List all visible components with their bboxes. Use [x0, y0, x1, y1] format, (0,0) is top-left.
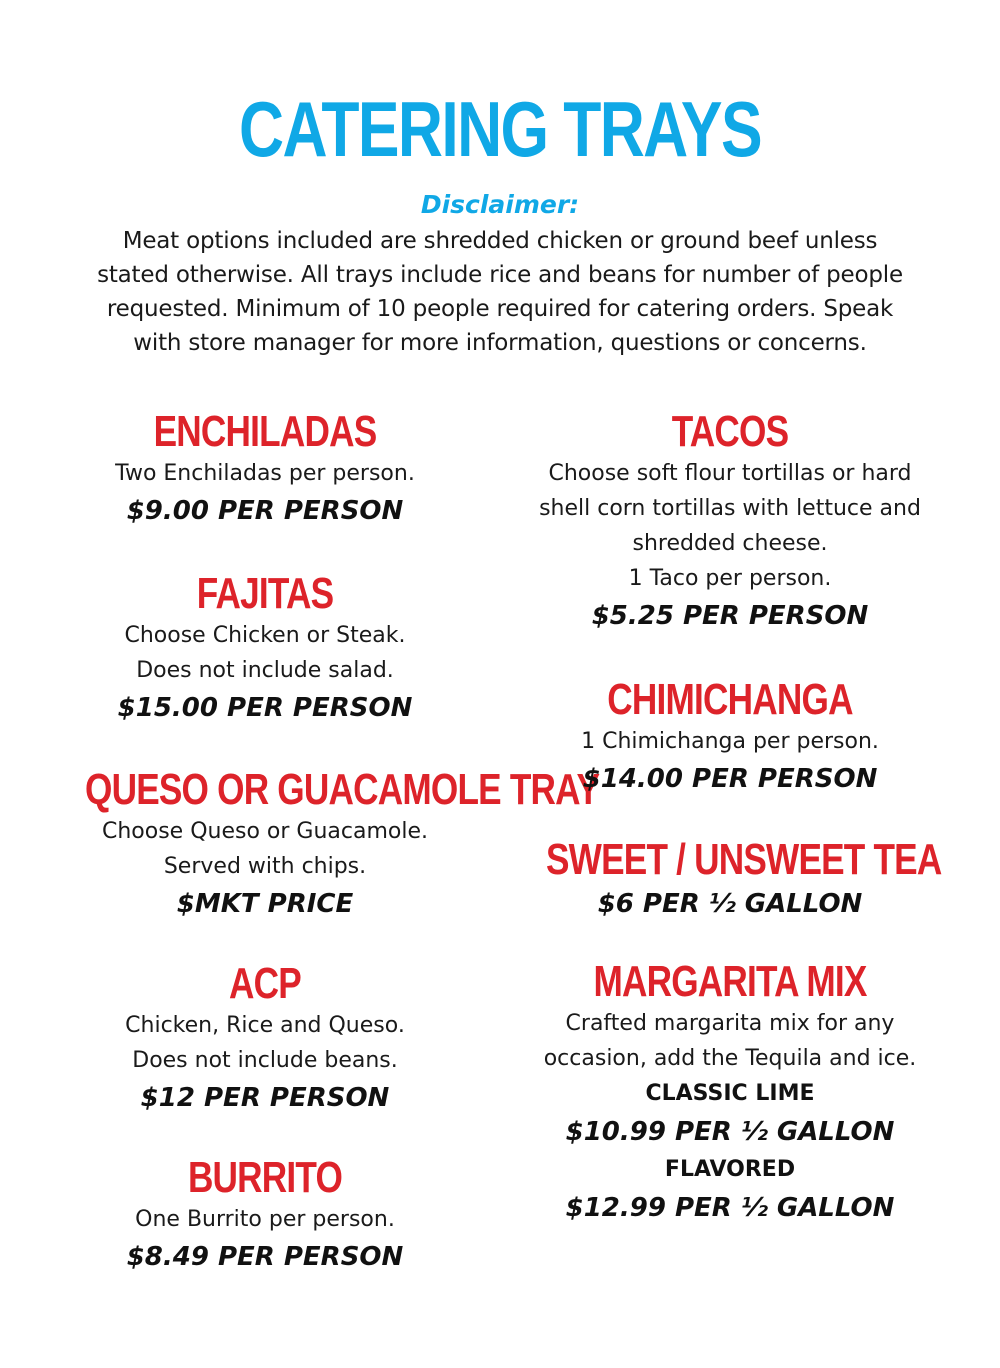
menu-item-queso-guacamole: [40, 765, 600, 924]
item-description-line: Served with chips.: [163, 854, 367, 879]
variant-label-classic-lime: CLASSIC LIME: [645, 1081, 815, 1106]
item-description-line: Does not include salad.: [136, 658, 394, 683]
item-description-line: Chicken, Rice and Queso.: [125, 1013, 405, 1038]
disclaimer-text: [40, 224, 960, 360]
item-description-line: Choose soft flour tortillas or hard: [548, 461, 912, 486]
variant-label-flavored: FLAVORED: [664, 1157, 796, 1182]
item-description: [40, 1202, 490, 1237]
menu-item-enchiladas: [40, 408, 490, 531]
menu-item-tea: [500, 836, 960, 924]
item-price: $MKT PRICE: [176, 889, 354, 919]
item-description-line: Choose Queso or Guacamole.: [101, 819, 428, 844]
item-price: $14.00 PER PERSON: [582, 764, 878, 794]
item-description-line: Does not include beans.: [132, 1048, 398, 1073]
item-title: QUESO OR GUACAMOLE TRAY: [85, 765, 600, 814]
disclaimer-line: with store manager for more information, questions or concerns.: [133, 330, 867, 356]
disclaimer-label: Disclaimer:: [420, 190, 580, 219]
item-title: SWEET / UNSWEET TEA: [546, 835, 942, 884]
item-price: $8.49 PER PERSON: [126, 1242, 404, 1272]
item-description-line: 1 Chimichanga per person.: [581, 729, 879, 754]
item-description: [500, 1006, 960, 1076]
item-title: FAJITAS: [196, 569, 334, 618]
item-description-line: Crafted margarita mix for any: [565, 1011, 895, 1036]
item-description: [40, 618, 490, 688]
menu-item-acp: [40, 960, 490, 1118]
item-price-flavored: $12.99 PER ½ GALLON: [565, 1193, 895, 1223]
item-title: TACOS: [671, 407, 789, 456]
item-title: CHIMICHANGA: [607, 675, 853, 724]
page-title: CATERING TRAYS: [239, 85, 761, 173]
item-price: $12 PER PERSON: [140, 1083, 390, 1113]
disclaimer-line: requested. Minimum of 10 people required for catering orders. Speak: [106, 296, 894, 322]
disclaimer-line: stated otherwise. All trays include rice and beans for number of people: [97, 262, 903, 288]
item-description: [40, 814, 490, 884]
menu-item-tacos: [500, 408, 960, 636]
item-description: [40, 1008, 490, 1078]
item-price-classic-lime: $10.99 PER ½ GALLON: [565, 1117, 895, 1147]
item-description-line: shredded cheese.: [632, 531, 828, 556]
item-description-line: 1 Taco per person.: [628, 566, 832, 591]
item-description: [40, 456, 490, 491]
menu-item-burrito: [40, 1154, 490, 1277]
menu-item-margarita-mix: [500, 958, 960, 1228]
menu-item-fajitas: [40, 570, 490, 728]
item-title: ENCHILADAS: [153, 407, 377, 456]
item-description: [500, 456, 960, 596]
item-description-line: occasion, add the Tequila and ice.: [543, 1046, 917, 1071]
item-title: BURRITO: [187, 1153, 343, 1202]
item-price: $5.25 PER PERSON: [591, 601, 869, 631]
menu-item-chimichanga: [500, 676, 960, 799]
item-title: MARGARITA MIX: [593, 957, 867, 1006]
item-description: [500, 724, 960, 759]
item-description-line: Two Enchiladas per person.: [115, 461, 415, 486]
item-price: $15.00 PER PERSON: [117, 693, 413, 723]
item-description-line: shell corn tortillas with lettuce and: [539, 496, 921, 521]
item-description-line: One Burrito per person.: [135, 1207, 395, 1232]
item-title: ACP: [229, 959, 301, 1008]
item-price: $9.00 PER PERSON: [126, 496, 404, 526]
item-description-line: Choose Chicken or Steak.: [124, 623, 406, 648]
disclaimer-line: Meat options included are shredded chicken or ground beef unless: [122, 228, 878, 254]
item-price: $6 PER ½ GALLON: [597, 889, 863, 919]
